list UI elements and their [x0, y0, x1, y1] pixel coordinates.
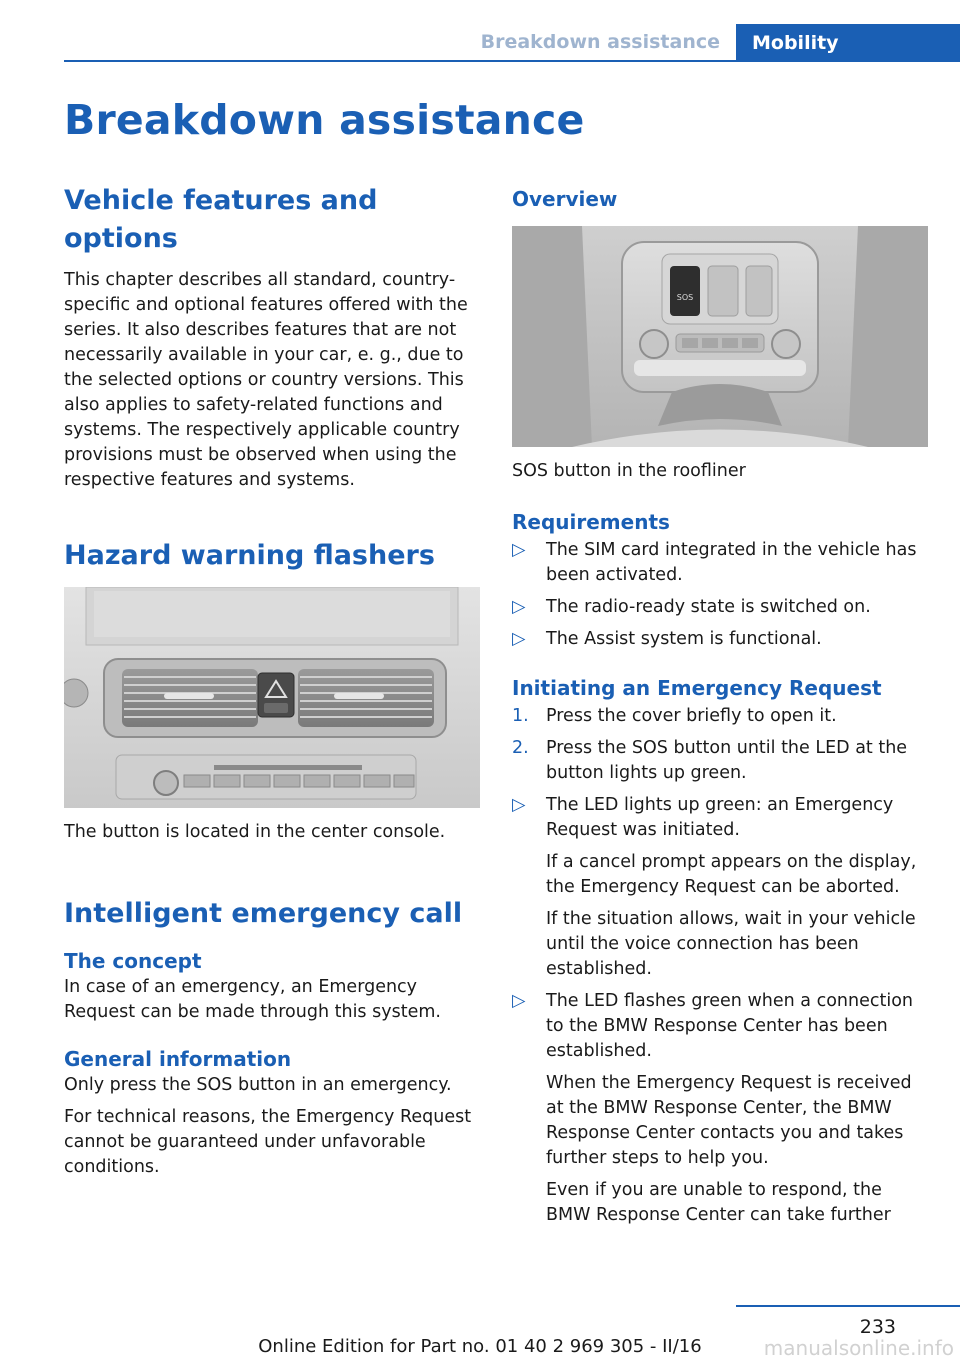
list-item: 2. Press the SOS button until the LED at the button lights up green.: [512, 738, 908, 783]
step-number: 2.: [512, 738, 529, 758]
heading-overview: Overview: [512, 187, 618, 211]
led-flash-list: [512, 989, 930, 1064]
header-rule: [64, 60, 960, 62]
triangle-bullet-icon: ▷: [512, 629, 526, 649]
list-item: ▷ The SIM card integrated in the vehicle has been activated.: [512, 540, 917, 585]
triangle-bullet-icon: ▷: [512, 540, 526, 560]
led-green-note-2: If the situation allows, wait in your vehicle until the voice connection has been established.: [546, 909, 916, 979]
list-item: ▷ The LED flashes green when a connection to the BMW Response Center has been established.: [512, 991, 913, 1061]
sos-figure-caption: SOS button in the roofliner: [512, 461, 746, 481]
running-header-chapter-tab: Mobility: [736, 24, 960, 62]
general-info-paragraph-2: For technical reasons, the Emergency Request cannot be guaranteed under unfavorable conditions.: [64, 1107, 472, 1177]
list-item: ▷ The Assist system is functional.: [512, 627, 930, 652]
heading-vehicle-features: Vehicle features and options: [64, 185, 378, 254]
general-info-paragraph-1: Only press the SOS button in an emergency.: [64, 1075, 452, 1095]
concept-body: In case of an emergency, an Emergency Request can be made through this system.: [64, 977, 441, 1022]
left-column: [64, 182, 482, 1180]
response-center-note-1: When the Emergency Request is received at the BMW Response Center, the BMW Response Center contacts you and takes further steps to help you.: [546, 1073, 912, 1168]
roofliner-sos-illustration: [512, 226, 928, 447]
page-title: Breakdown assistance: [64, 96, 585, 144]
heading-hazard-warning: Hazard warning flashers: [64, 540, 435, 571]
hazard-console-illustration: [64, 587, 480, 808]
right-column: [512, 182, 930, 1228]
heading-initiating-emergency-request: Initiating an Emergency Request: [512, 676, 882, 700]
vehicle-features-body: This chapter describes all standard, country-specific and optional features offered with the series. It also describes features that are not necessarily available in your car, e. g., due to the selected options or country versions. This also applies to safety-related functions and systems. The respectively applicable country provisions must be observed when using the respective features and systems.: [64, 270, 468, 490]
step-number: 1.: [512, 706, 529, 726]
hazard-figure-caption: The button is located in the center console.: [64, 822, 446, 842]
triangle-bullet-icon: ▷: [512, 991, 526, 1011]
footer-rule: [736, 1305, 960, 1307]
list-item: ▷ The LED lights up green: an Emergency Request was initiated.: [512, 795, 894, 840]
hazard-button-photo: [64, 587, 480, 808]
initiating-steps-list: [512, 704, 930, 843]
list-item: 1. Press the cover briefly to open it.: [512, 704, 930, 729]
svg-text:SOS: SOS: [676, 293, 694, 302]
edition-footer: Online Edition for Part no. 01 40 2 969 305 - II/16: [258, 1336, 702, 1357]
heading-requirements: Requirements: [512, 510, 670, 534]
heading-intelligent-emergency-call: Intelligent emergency call: [64, 898, 463, 929]
heading-general-information: General information: [64, 1047, 292, 1071]
page-number: 233: [859, 1316, 896, 1338]
sos-button-photo: [512, 226, 928, 447]
running-header-section: Breakdown assistance: [480, 31, 720, 53]
triangle-bullet-icon: ▷: [512, 597, 526, 617]
list-item: ▷ The radio-ready state is switched on.: [512, 595, 930, 620]
response-center-note-2: Even if you are unable to respond, the BMW Response Center can take further: [546, 1180, 891, 1225]
requirements-list: [512, 538, 930, 652]
heading-the-concept: The concept: [64, 949, 202, 973]
led-green-note-1: If a cancel prompt appears on the display, the Emergency Request can be aborted.: [546, 852, 917, 897]
watermark-text: manualsonline.info: [763, 1336, 954, 1360]
triangle-bullet-icon: ▷: [512, 795, 526, 815]
